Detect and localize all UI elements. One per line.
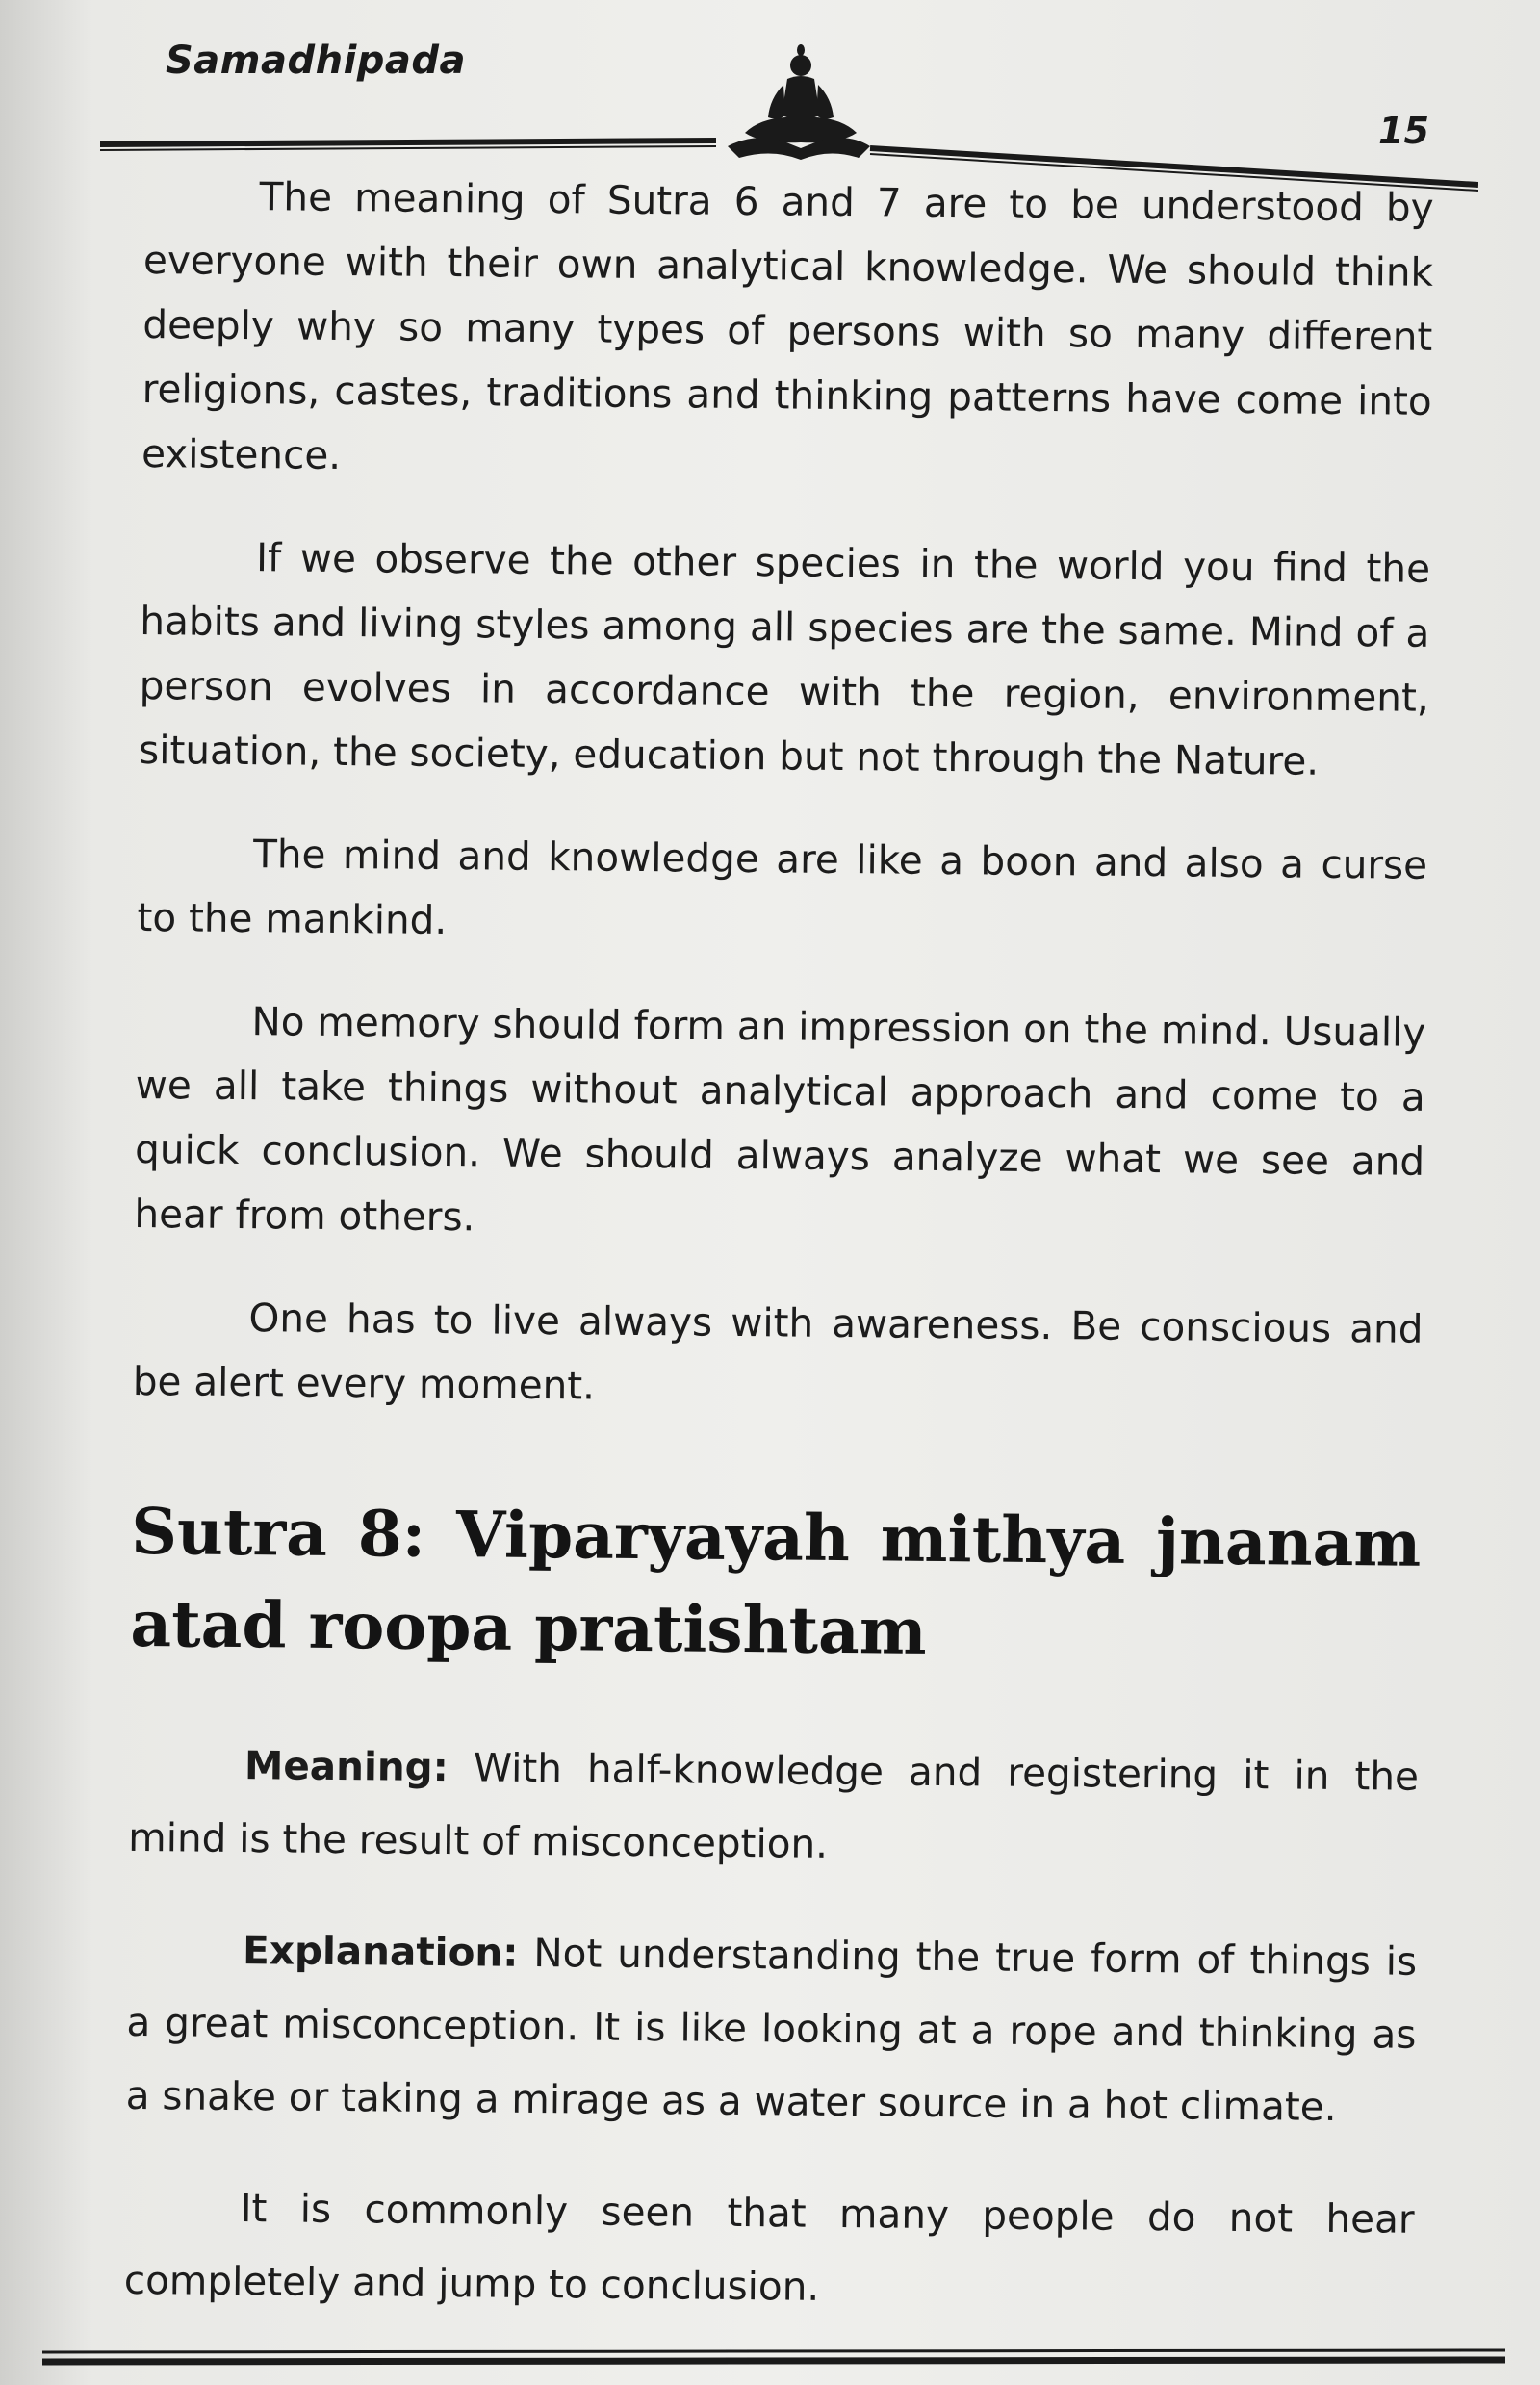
paragraph: One has to live always with awareness. Be conscious and be alert every moment.: [132, 1295, 1424, 1409]
section-heading: Sutra 8: Viparyayah mithya jnanam atad roopa pratishtam: [130, 1493, 1422, 1669]
meaning-label: Meaning:: [244, 1742, 449, 1791]
bottom-rule: [42, 2348, 1505, 2372]
paragraph: No memory should form an impression on the mind. Usually we all take things without analytical approach and come to a quick conclusion. We should always analyze what we see and hear from others.: [134, 998, 1426, 1241]
paragraph: If we observe the other species in the world you find the habits and living styles among all species are the same. Mind of a person evolves in accordance with the region, environment, situation, the society, education but not through the Nature.: [138, 534, 1431, 784]
running-head: Samadhipada: [166, 38, 467, 83]
paragraph: The mind and knowledge are like a boon and also a curse to the mankind.: [137, 831, 1428, 944]
paragraph: The meaning of Sutra 6 and 7 are to be understood by everyone with their own analytical knowledge. We should think deeply why so many types of persons with so many different religions, castes, traditions and thinking patterns have come into existence.: [141, 173, 1434, 478]
explanation-text: Not understanding the true form of things is a great misconception. It is like looking at a rope and thinking as a snake or taking a mirage as a water source in a hot climate.: [125, 1929, 1418, 2130]
explanation-label: Explanation:: [242, 1927, 519, 1976]
closing-paragraph: It is commonly seen that many people do not hear completely and jump to conclusion.: [123, 2185, 1415, 2310]
page-number: 15: [1378, 110, 1429, 152]
meaning-paragraph: [128, 1728, 1419, 1886]
body-text: [124, 164, 1434, 2329]
meaning-text: With half-knowledge and registering it in the mind is the result of misconception.: [128, 1744, 1420, 1867]
explanation-paragraph: [125, 1912, 1417, 2144]
